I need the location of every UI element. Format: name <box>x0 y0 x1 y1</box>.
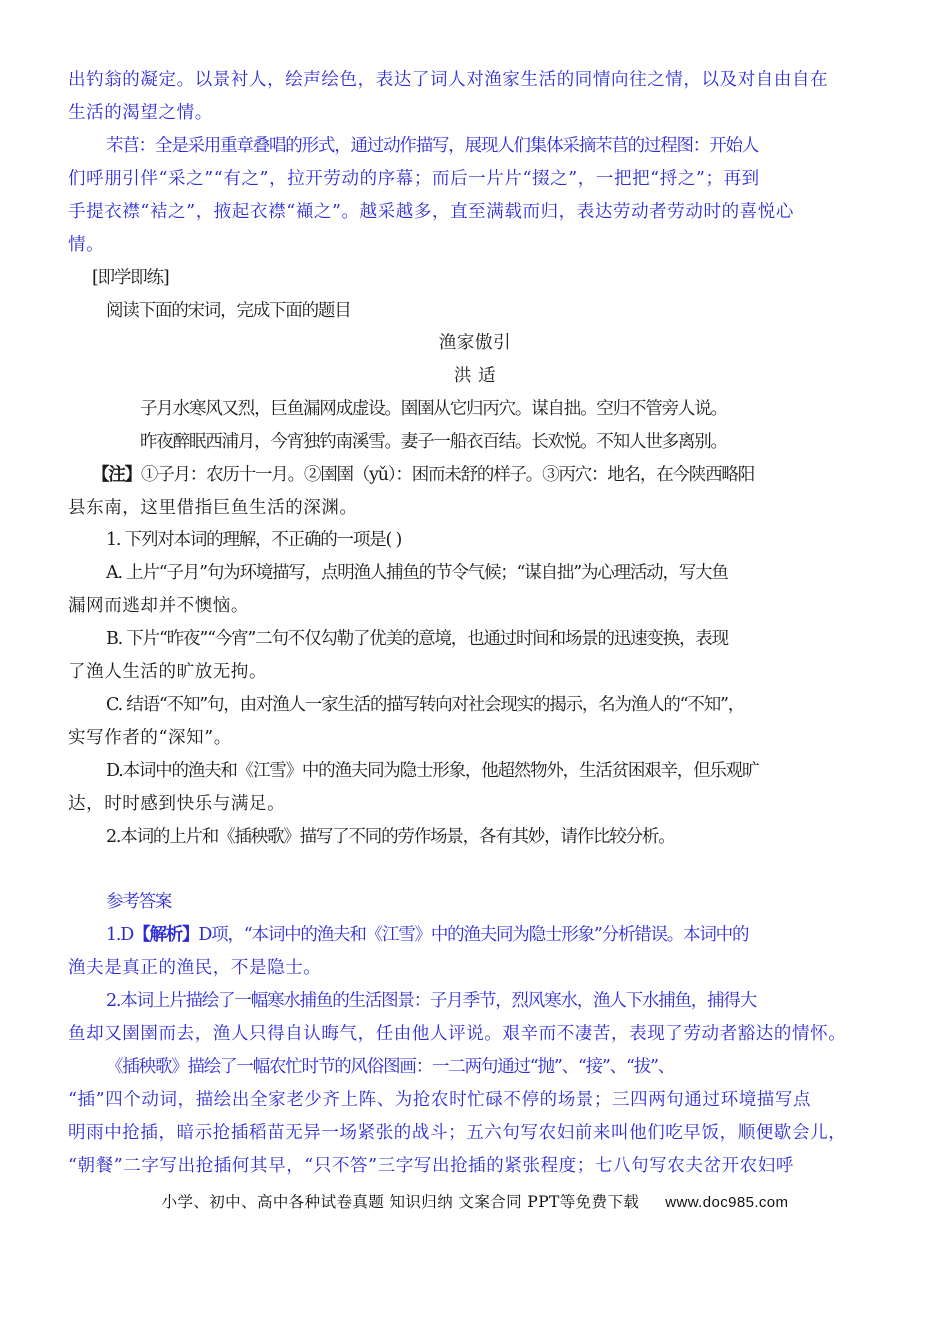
footer-text: 小学、初中、高中各种试卷真题 知识归纳 文案合同 PPT等免费下载 <box>161 1193 640 1211</box>
question-1: 1. 下列对本词的理解，不正确的一项是( ) <box>106 530 402 550</box>
option-b-cont: 了渔人生活的旷放无拘。 <box>68 662 268 682</box>
answer-2-cont: 鱼却又圉圉而去，渔人只得自认晦气，任由他人评说。艰辛而不凄苦，表现了劳动者豁达的情怀。 <box>68 1024 847 1044</box>
analysis-line: 手提衣襟“袺之”，掖起衣襟“襭之”。越采越多，直至满载而归，表达劳动者劳动时的喜悦心 <box>68 202 794 222</box>
answer-1-prefix: 1.D <box>106 925 134 945</box>
analysis-line: 芣苢：全是采用重章叠唱的形式，通过动作描写，展现人们集体采摘芣苢的过程图：开始人 <box>106 136 758 156</box>
answer-2-cont: “朝餐”二字写出抢插何其早，“只不答”三字写出抢插的紧张程度；七八句写农夫岔开农妇呼 <box>68 1156 794 1176</box>
poem-line: 子月水寒风又烈，巨鱼漏网成虚设。圉圉从它归丙穴。谋自拙。空归不管旁人说。 <box>140 399 727 419</box>
analysis-line: 出钓翁的凝定。以景衬人，绘声绘色，表达了词人对渔家生活的同情向往之情，以及对自由自在 <box>68 70 829 90</box>
analysis-line: 们呼朋引伴“采之”“有之”，拉开劳动的序幕；而后一片片“掇之”，一把把“捋之”；再到 <box>68 169 760 189</box>
poem-line: 昨夜醉眠西浦月，今宵独钓南溪雪。妻子一船衣百结。长欢悦。不知人世多离别。 <box>140 432 727 452</box>
page-footer <box>0 1190 950 1212</box>
poem-author: 洪 适 <box>453 366 497 386</box>
analysis-label: 【解析】 <box>133 925 199 945</box>
answer-2-cont: 《插秧歌》描绘了一幅农忙时节的风俗图画：一二两句通过“抛”、“接”、“拔”、 <box>106 1057 675 1077</box>
answer-2-cont: “插”四个动词，描绘出全家老少齐上阵、为抢农时忙碌不停的场景；三四两句通过环境描写点 <box>68 1090 812 1110</box>
answer-1 <box>106 919 926 952</box>
question-2: 2.本词的上片和《插秧歌》描写了不同的劳作场景，各有其妙，请作比较分析。 <box>106 827 675 847</box>
practice-heading: [即学即练] <box>92 268 169 288</box>
answer-2-cont: 明雨中抢插，暗示抢插稻苗无异一场紧张的战斗；五六句写农妇前来叫他们吃早饭，顺便歇会儿， <box>68 1123 847 1143</box>
option-a-cont: 漏网而逃却并不懊恼。 <box>68 596 249 616</box>
option-c-cont: 实写作者的“深知”。 <box>68 728 232 748</box>
answers-heading: 参考答案 <box>106 892 172 912</box>
option-d: D.本词中的渔夫和《江雪》中的渔夫同为隐士形象，他超然物外，生活贫困艰辛，但乐观旷 <box>106 761 759 781</box>
option-c: C. 结语“不知”句，由对渔人一家生活的描写转向对社会现实的揭示，名为渔人的“不知”， <box>106 695 745 715</box>
answer-2: 2.本词上片描绘了一幅寒水捕鱼的生活图景：子月季节，烈风寒水，渔人下水捕鱼，捕得大 <box>106 991 756 1011</box>
practice-instruction: 阅读下面的宋词，完成下面的题目 <box>106 301 351 321</box>
answer-1-cont: 渔夫是真正的渔民，不是隐士。 <box>68 958 322 978</box>
note-text: ①子月：农历十一月。②圉圉（yǔ）：困而未舒的样子。③丙穴：地名，在今陕西略阳 <box>140 465 755 485</box>
note-line: 县东南，这里借指巨鱼生活的深渊。 <box>68 498 358 518</box>
analysis-line: 情。 <box>68 235 105 255</box>
note-line <box>92 459 912 492</box>
answer-1-text: D项，“本词中的渔夫和《江雪》中的渔夫同为隐士形象”分析错误。本词中的 <box>198 925 749 945</box>
footer-url[interactable]: www.doc985.com <box>665 1194 789 1211</box>
option-a: A. 上片“子月”句为环境描写，点明渔人捕鱼的节令气候；“谋自拙”为心理活动，写大鱼 <box>106 563 728 583</box>
note-label: 【注】 <box>92 465 141 485</box>
option-b: B. 下片“昨夜”“今宵”二句不仅勾勒了优美的意境，也通过时间和场景的迅速变换，表现 <box>106 629 728 649</box>
poem-title: 渔家傲引 <box>438 333 512 353</box>
option-d-cont: 达，时时感到快乐与满足。 <box>68 794 286 814</box>
analysis-line: 生活的渴望之情。 <box>68 103 213 123</box>
